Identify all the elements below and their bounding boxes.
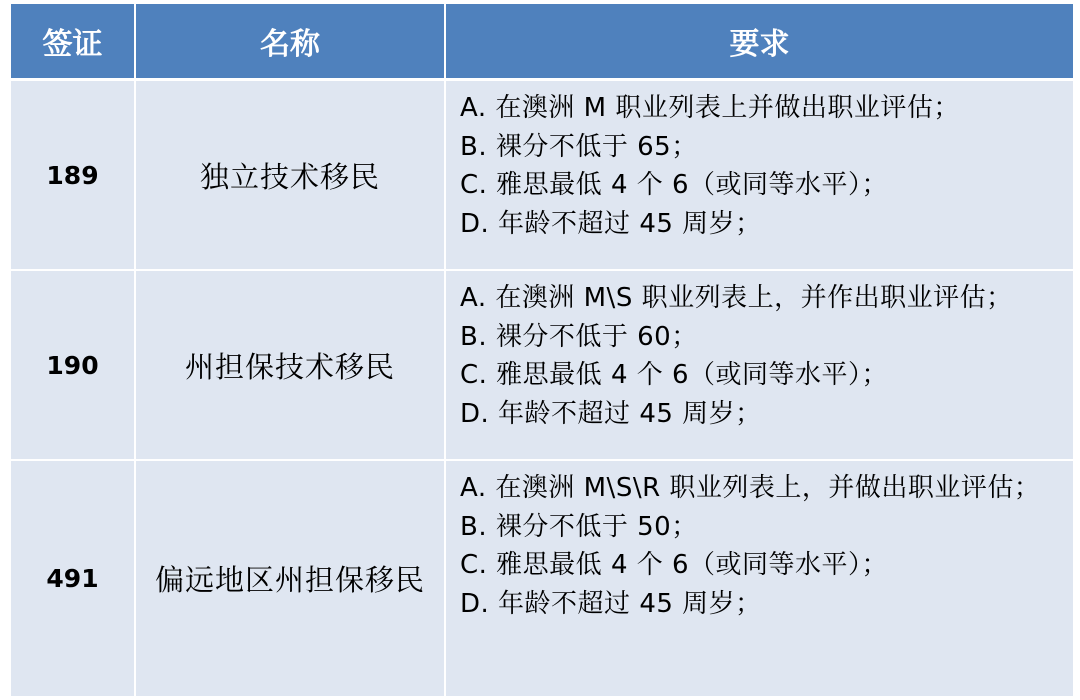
visa-name-cell: 偏远地区州担保移民 xyxy=(134,461,444,696)
requirement-item: B. 裸分不低于 50； xyxy=(460,511,698,542)
requirement-item: C. 雅思最低 4 个 6（或同等水平）； xyxy=(460,550,889,580)
requirement-item: D. 年龄不超过 45 周岁； xyxy=(460,398,762,429)
requirement-item: A. 在澳洲 M 职业列表上并做出职业评估； xyxy=(460,93,960,123)
visa-name-cell: 州担保技术移民 xyxy=(134,271,444,461)
visa-name-cell: 独立技术移民 xyxy=(134,81,444,271)
visa-requirements-table xyxy=(11,4,1073,696)
requirement-item: B. 裸分不低于 60； xyxy=(460,321,698,352)
requirement-item: D. 年龄不超过 45 周岁； xyxy=(460,208,762,239)
requirement-item: C. 雅思最低 4 个 6（或同等水平）； xyxy=(460,170,889,200)
header-name: 名称 xyxy=(134,4,444,81)
header-requirements: 要求 xyxy=(444,4,1073,81)
requirement-item: B. 裸分不低于 65； xyxy=(460,131,698,162)
requirements-cell xyxy=(444,271,1073,461)
requirement-item: A. 在澳洲 M\S 职业列表上，并作出职业评估； xyxy=(460,283,1013,313)
requirement-item: C. 雅思最低 4 个 6（或同等水平）； xyxy=(460,360,889,390)
requirement-item: D. 年龄不超过 45 周岁； xyxy=(460,588,762,619)
visa-subclass-cell: 189 xyxy=(11,81,134,271)
visa-subclass-cell: 190 xyxy=(11,271,134,461)
header-visa: 签证 xyxy=(11,4,134,81)
requirements-cell xyxy=(444,81,1073,271)
requirement-item: A. 在澳洲 M\S\R 职业列表上，并做出职业评估； xyxy=(460,473,1041,503)
requirements-cell xyxy=(444,461,1073,696)
visa-subclass-cell: 491 xyxy=(11,461,134,696)
